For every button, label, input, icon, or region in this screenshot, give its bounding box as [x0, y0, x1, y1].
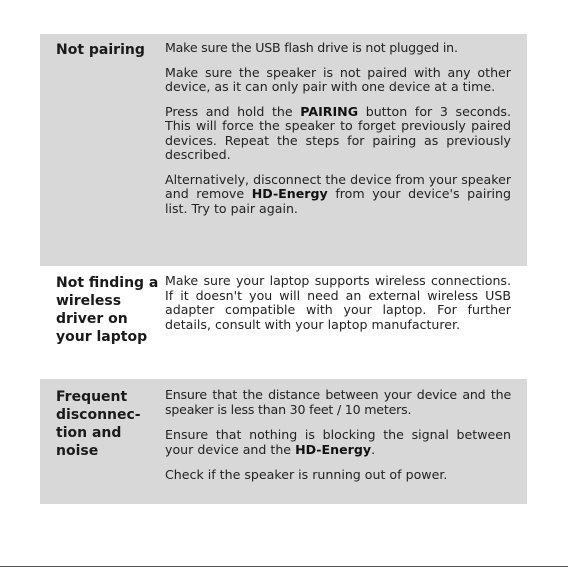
issue-label: Not finding a wireless driver on your laptop: [56, 275, 159, 345]
solution-cell: [165, 41, 511, 266]
solution-cell: [165, 388, 511, 504]
solution-text: Make sure the USB flash drive is not plugged in.: [165, 40, 458, 55]
pairing-button-name: PAIRING: [300, 103, 359, 119]
solution-text: Check if the speaker is running out of power.: [165, 467, 448, 482]
product-name: HD-Energy: [251, 186, 328, 201]
product-name: HD-Energy: [295, 441, 372, 457]
table-row-wireless-driver: [40, 266, 527, 379]
solution-text: Alternatively, disconnect the device from your speaker and remove HD-Energy from your device's pairing list. Try to pair again.: [165, 171, 511, 216]
solution-text: Make sure your laptop supports wireless connections. If it doesn't you will need an external wireless USB adapter compatible with your laptop. For further details, consult with your laptop manufacturer.: [165, 273, 511, 332]
page-bottom-rule: [0, 566, 568, 567]
table-row-not-pairing: [40, 34, 527, 266]
solution-text: Press and hold the PAIRING button for 3 seconds. This will force the speaker to forget previously paired devices. Repeat the steps for pairing as previously described.: [165, 103, 511, 162]
issue-label: Not pairing: [56, 42, 145, 58]
troubleshooting-table: [40, 34, 527, 504]
solution-cell: [165, 274, 511, 379]
table-row-disconnection: [40, 379, 527, 504]
solution-text: Ensure that nothing is blocking the signal between your device and the HD-Energy.: [165, 427, 511, 457]
issue-label: Frequent disconnec-tion and noise: [56, 389, 141, 459]
solution-text: Make sure the speaker is not paired with any other device, as it can only pair with one device at a time.: [165, 64, 511, 94]
solution-text: Ensure that the distance between your device and the speaker is less than 30 feet / 10 meters.: [165, 387, 511, 417]
